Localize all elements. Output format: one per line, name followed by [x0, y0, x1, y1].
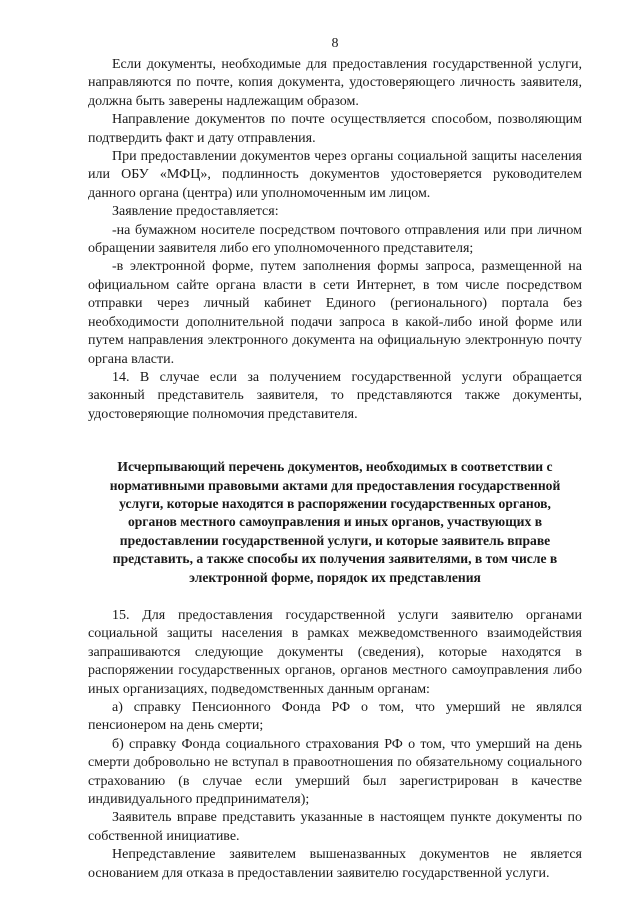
paragraph-mail-copies: Если документы, необходимые для предоставления государственной услуги, направляются по почте, копия документа, удостоверяющего личность заявителя, должна быть заверены надлежащим образом. [88, 57, 582, 109]
paragraph-item-b: б) справку Фонда социального страхования РФ о том, что умерший на день смерти добровольно не вступал в правоотношения по обязательному социального страхованию (в случае если умерший был зарегистрирован в качестве индивидуального предпринимателя); [88, 736, 582, 808]
page-number: 8 [331, 36, 339, 51]
paragraph-item-a: а) справку Пенсионного Фонда РФ о том, что умерший не являлся пенсионером на день смерти; [88, 700, 582, 734]
paragraph-item-14: 14. В случае если за получением государственной услуги обращается законный представитель заявителя, то представляются также документы, удостоверяющие полномочия представителя. [88, 369, 582, 422]
paragraph-non-submission: Непредставление заявителем вышеназванных документов не является основанием для отказа в предоставлении заявителю государственной услуги. [88, 847, 582, 881]
paragraph-item-15: 15. Для предоставления государственной услуги заявителю органами социальной защиты населения в рамках межведомственного взаимодействия запрашиваются следующие документы (сведения), которые находятся в распоряжении государственных органов, органов местного самоуправления либо иных организациях, подведомственных данным органам: [88, 607, 582, 697]
paragraph-paper-form: -на бумажном носителе посредством почтового отправления или при личном обращении заявителя либо его уполномоченного представителя; [88, 222, 582, 257]
paragraph-electronic-form: -в электронной форме, путем заполнения формы запроса, размещенной на официальном сайте органа власти в сети Интернет, в том числе посредством отправки через личный кабинет Единого (регионального) портала без необходимости дополнительной подачи запроса в какой-либо иной форме или путем направления электронного документа на официальную электронную почту органа власти. [88, 259, 582, 367]
paragraph-application-intro: Заявление предоставляется: [112, 204, 279, 220]
section-heading: Исчерпывающий перечень документов, необходимых в соответствии с нормативными правовыми актами для предоставления государственной услуги, которые находятся в распоряжении государственных органов, органов местного самоуправления и иных органов, участвующих в предоставлении государственной услуги, и которые заявитель вправе представить, а также способы их получения заявителями, в том числе в электронной форме, порядок их представления [109, 459, 561, 585]
paragraph-mail-method: Направление документов по почте осуществляется способом, позволяющим подтвердить факт и дату отправления. [88, 112, 582, 146]
paragraph-own-initiative: Заявитель вправе представить указанные в настоящем пункте документы по собственной инициативе. [88, 810, 582, 844]
paragraph-authenticity: При предоставлении документов через органы социальной защиты населения или ОБУ «МФЦ», подлинность документов удостоверяется руководителем данного органа (центра) или уполномоченным им лицом. [88, 149, 582, 201]
